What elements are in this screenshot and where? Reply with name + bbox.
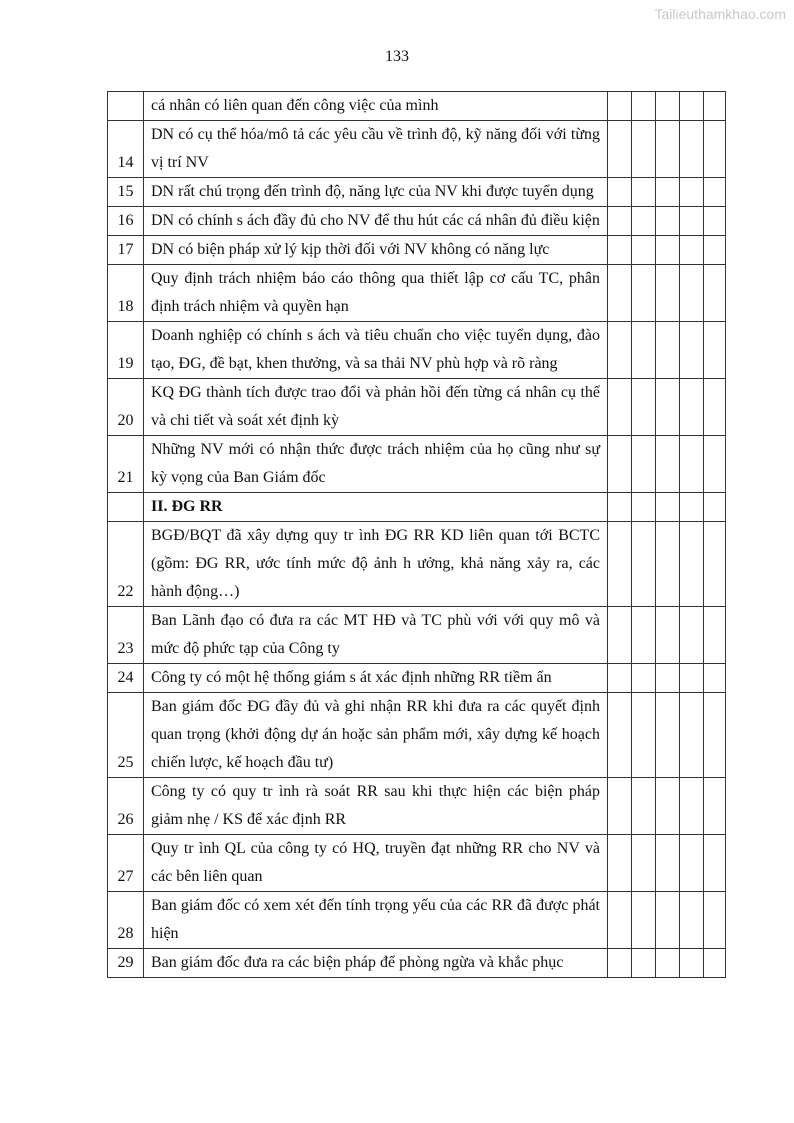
rating-cell-4[interactable] bbox=[680, 664, 704, 693]
rating-cell-5[interactable] bbox=[704, 436, 726, 493]
rating-cell-2[interactable] bbox=[632, 835, 656, 892]
rating-cell-4[interactable] bbox=[680, 493, 704, 522]
rating-cell-4[interactable] bbox=[680, 265, 704, 322]
rating-cell-1[interactable] bbox=[608, 178, 632, 207]
rating-cell-3[interactable] bbox=[656, 436, 680, 493]
rating-cell-3[interactable] bbox=[656, 693, 680, 778]
rating-cell-1[interactable] bbox=[608, 493, 632, 522]
rating-cell-3[interactable] bbox=[656, 949, 680, 978]
rating-cell-2[interactable] bbox=[632, 236, 656, 265]
rating-cell-3[interactable] bbox=[656, 835, 680, 892]
row-statement: Ban giám đốc có xem xét đến tính trọng yếu của các RR đã được phát hiện bbox=[144, 892, 608, 949]
row-number: 23 bbox=[108, 607, 144, 664]
rating-cell-5[interactable] bbox=[704, 178, 726, 207]
table-row bbox=[108, 664, 726, 693]
rating-cell-2[interactable] bbox=[632, 207, 656, 236]
rating-cell-4[interactable] bbox=[680, 178, 704, 207]
rating-cell-3[interactable] bbox=[656, 236, 680, 265]
rating-cell-5[interactable] bbox=[704, 207, 726, 236]
rating-cell-3[interactable] bbox=[656, 892, 680, 949]
rating-cell-2[interactable] bbox=[632, 892, 656, 949]
rating-cell-1[interactable] bbox=[608, 121, 632, 178]
rating-cell-4[interactable] bbox=[680, 835, 704, 892]
rating-cell-2[interactable] bbox=[632, 522, 656, 607]
row-statement: Ban giám đốc đưa ra các biện pháp để phòng ngừa và khắc phục bbox=[144, 949, 608, 978]
table-row bbox=[108, 207, 726, 236]
row-statement: Công ty có một hệ thống giám s át xác định những RR tiềm ẩn bbox=[144, 664, 608, 693]
rating-cell-1[interactable] bbox=[608, 522, 632, 607]
rating-cell-2[interactable] bbox=[632, 265, 656, 322]
row-number: 22 bbox=[108, 522, 144, 607]
rating-cell-2[interactable] bbox=[632, 949, 656, 978]
rating-cell-1[interactable] bbox=[608, 92, 632, 121]
row-statement: Ban giám đốc ĐG đầy đủ và ghi nhận RR khi đưa ra các quyết định quan trọng (khởi động dự án hoặc sản phẩm mới, xây dựng kế hoạch chiến lược, kế hoạch đầu tư) bbox=[144, 693, 608, 778]
row-statement: Quy tr ình QL của công ty có HQ, truyền đạt những RR cho NV và các bên liên quan bbox=[144, 835, 608, 892]
table-row bbox=[108, 892, 726, 949]
rating-cell-3[interactable] bbox=[656, 607, 680, 664]
row-statement: KQ ĐG thành tích được trao đổi và phản hồi đến từng cá nhân cụ thể và chi tiết và soát xét định kỳ bbox=[144, 379, 608, 436]
rating-cell-3[interactable] bbox=[656, 379, 680, 436]
rating-cell-4[interactable] bbox=[680, 693, 704, 778]
rating-cell-4[interactable] bbox=[680, 436, 704, 493]
row-statement: Công ty có quy tr ình rà soát RR sau khi thực hiện các biện pháp giảm nhẹ / KS để xác định RR bbox=[144, 778, 608, 835]
rating-cell-1[interactable] bbox=[608, 607, 632, 664]
row-number: 14 bbox=[108, 121, 144, 178]
rating-cell-1[interactable] bbox=[608, 835, 632, 892]
rating-cell-1[interactable] bbox=[608, 322, 632, 379]
row-number: 29 bbox=[108, 949, 144, 978]
table-row bbox=[108, 835, 726, 892]
rating-cell-5[interactable] bbox=[704, 236, 726, 265]
rating-cell-3[interactable] bbox=[656, 664, 680, 693]
rating-cell-1[interactable] bbox=[608, 949, 632, 978]
row-statement: BGĐ/BQT đã xây dựng quy tr ình ĐG RR KD liên quan tới BCTC (gồm: ĐG RR, ước tính mức độ ảnh h ưởng, khả năng xảy ra, các hành động…) bbox=[144, 522, 608, 607]
row-statement: DN rất chú trọng đến trình độ, năng lực của NV khi được tuyển dụng bbox=[144, 178, 608, 207]
row-statement: DN có cụ thể hóa/mô tả các yêu cầu về trình độ, kỹ năng đối với từng vị trí NV bbox=[144, 121, 608, 178]
rating-cell-2[interactable] bbox=[632, 778, 656, 835]
row-statement: II. ĐG RR bbox=[144, 493, 608, 522]
rating-cell-1[interactable] bbox=[608, 379, 632, 436]
rating-cell-2[interactable] bbox=[632, 322, 656, 379]
survey-table bbox=[107, 91, 726, 978]
rating-cell-1[interactable] bbox=[608, 778, 632, 835]
row-number: 26 bbox=[108, 778, 144, 835]
rating-cell-5[interactable] bbox=[704, 322, 726, 379]
rating-cell-3[interactable] bbox=[656, 265, 680, 322]
rating-cell-3[interactable] bbox=[656, 178, 680, 207]
table-row bbox=[108, 949, 726, 978]
row-statement: cá nhân có liên quan đến công việc của mình bbox=[144, 92, 608, 121]
rating-cell-5[interactable] bbox=[704, 835, 726, 892]
rating-cell-4[interactable] bbox=[680, 121, 704, 178]
table-row bbox=[108, 121, 726, 178]
row-number: 16 bbox=[108, 207, 144, 236]
rating-cell-5[interactable] bbox=[704, 892, 726, 949]
table-row bbox=[108, 607, 726, 664]
rating-cell-1[interactable] bbox=[608, 436, 632, 493]
rating-cell-4[interactable] bbox=[680, 207, 704, 236]
rating-cell-5[interactable] bbox=[704, 493, 726, 522]
rating-cell-4[interactable] bbox=[680, 92, 704, 121]
rating-cell-1[interactable] bbox=[608, 207, 632, 236]
row-number: 25 bbox=[108, 693, 144, 778]
table-row bbox=[108, 693, 726, 778]
rating-cell-3[interactable] bbox=[656, 522, 680, 607]
row-number: 19 bbox=[108, 322, 144, 379]
rating-cell-1[interactable] bbox=[608, 693, 632, 778]
table-row bbox=[108, 778, 726, 835]
row-number bbox=[108, 92, 144, 121]
page-number: 133 bbox=[385, 48, 409, 65]
rating-cell-5[interactable] bbox=[704, 92, 726, 121]
rating-cell-2[interactable] bbox=[632, 121, 656, 178]
section-header-row bbox=[108, 493, 726, 522]
rating-cell-5[interactable] bbox=[704, 522, 726, 607]
rating-cell-4[interactable] bbox=[680, 236, 704, 265]
row-statement: Quy định trách nhiệm báo cáo thông qua thiết lập cơ cấu TC, phân định trách nhiệm và quyền hạn bbox=[144, 265, 608, 322]
rating-cell-5[interactable] bbox=[704, 607, 726, 664]
rating-cell-4[interactable] bbox=[680, 322, 704, 379]
row-number: 21 bbox=[108, 436, 144, 493]
rating-cell-5[interactable] bbox=[704, 265, 726, 322]
rating-cell-3[interactable] bbox=[656, 778, 680, 835]
row-number: 18 bbox=[108, 265, 144, 322]
rating-cell-4[interactable] bbox=[680, 949, 704, 978]
rating-cell-2[interactable] bbox=[632, 664, 656, 693]
row-number: 15 bbox=[108, 178, 144, 207]
table-row bbox=[108, 92, 726, 121]
rating-cell-5[interactable] bbox=[704, 121, 726, 178]
rating-cell-3[interactable] bbox=[656, 207, 680, 236]
rating-cell-2[interactable] bbox=[632, 693, 656, 778]
rating-cell-3[interactable] bbox=[656, 121, 680, 178]
rating-cell-3[interactable] bbox=[656, 92, 680, 121]
row-number bbox=[108, 493, 144, 522]
rating-cell-4[interactable] bbox=[680, 892, 704, 949]
row-statement: Ban Lãnh đạo có đưa ra các MT HĐ và TC phù với với quy mô và mức độ phức tạp của Công ty bbox=[144, 607, 608, 664]
rating-cell-4[interactable] bbox=[680, 522, 704, 607]
rating-cell-4[interactable] bbox=[680, 607, 704, 664]
rating-cell-2[interactable] bbox=[632, 379, 656, 436]
row-statement: DN có biện pháp xử lý kịp thời đối với NV không có năng lực bbox=[144, 236, 608, 265]
rating-cell-4[interactable] bbox=[680, 778, 704, 835]
table-row bbox=[108, 236, 726, 265]
table-row bbox=[108, 436, 726, 493]
table-row bbox=[108, 522, 726, 607]
rating-cell-1[interactable] bbox=[608, 892, 632, 949]
table-row bbox=[108, 379, 726, 436]
rating-cell-2[interactable] bbox=[632, 607, 656, 664]
row-statement: Doanh nghiệp có chính s ách và tiêu chuẩn cho việc tuyển dụng, đào tạo, ĐG, đề bạt, khen thưởng, và sa thải NV phù hợp và rõ ràng bbox=[144, 322, 608, 379]
row-number: 28 bbox=[108, 892, 144, 949]
rating-cell-4[interactable] bbox=[680, 379, 704, 436]
row-statement: Những NV mới có nhận thức được trách nhiệm của họ cũng như sự kỳ vọng của Ban Giám đốc bbox=[144, 436, 608, 493]
watermark: Tailieuthamkhao.com bbox=[654, 6, 786, 22]
row-number: 20 bbox=[108, 379, 144, 436]
rating-cell-3[interactable] bbox=[656, 322, 680, 379]
row-number: 24 bbox=[108, 664, 144, 693]
rating-cell-5[interactable] bbox=[704, 778, 726, 835]
table-row bbox=[108, 265, 726, 322]
rating-cell-2[interactable] bbox=[632, 436, 656, 493]
rating-cell-2[interactable] bbox=[632, 92, 656, 121]
rating-cell-2[interactable] bbox=[632, 178, 656, 207]
rating-cell-2[interactable] bbox=[632, 493, 656, 522]
rating-cell-5[interactable] bbox=[704, 949, 726, 978]
rating-cell-3[interactable] bbox=[656, 493, 680, 522]
rating-cell-5[interactable] bbox=[704, 379, 726, 436]
row-number: 27 bbox=[108, 835, 144, 892]
row-statement: DN có chính s ách đầy đủ cho NV để thu hút các cá nhân đủ điều kiện bbox=[144, 207, 608, 236]
rating-cell-5[interactable] bbox=[704, 664, 726, 693]
table-row bbox=[108, 178, 726, 207]
row-number: 17 bbox=[108, 236, 144, 265]
rating-cell-1[interactable] bbox=[608, 236, 632, 265]
rating-cell-1[interactable] bbox=[608, 265, 632, 322]
rating-cell-5[interactable] bbox=[704, 693, 726, 778]
table-row bbox=[108, 322, 726, 379]
rating-cell-1[interactable] bbox=[608, 664, 632, 693]
